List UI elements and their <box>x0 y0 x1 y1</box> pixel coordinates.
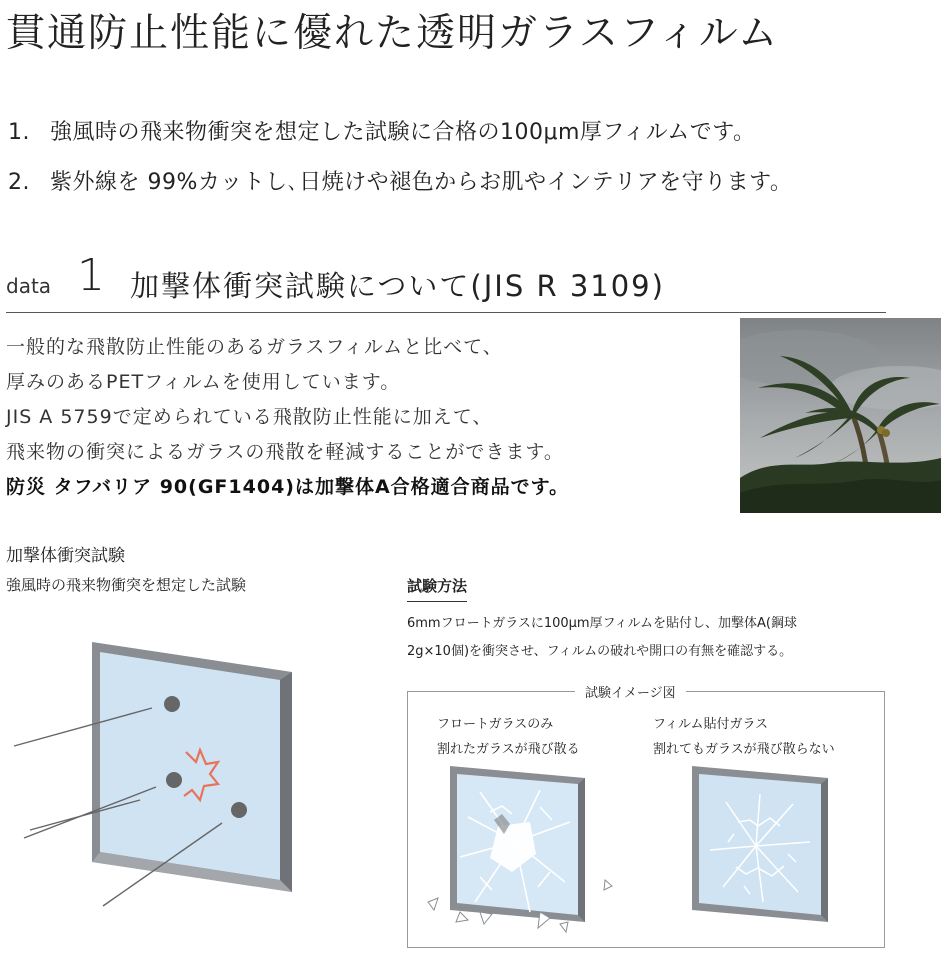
method-line: 2g×10個)を衝突させ、フィルムの破れや開口の有無を確認する。 <box>407 644 793 659</box>
feature-text: 紫外線を 99%カットし､日焼けや褪色からお肌やインテリアを守ります。 <box>50 170 793 195</box>
method-heading: 試験方法 <box>407 575 467 602</box>
left-panel-caption: 割れたガラスが飛び散る <box>437 742 580 757</box>
right-panel-label: フィルム貼付ガラス <box>653 717 769 732</box>
section-data-label: data <box>6 274 52 298</box>
description-line: 一般的な飛散防止性能のあるガラスフィルムと比べて、 <box>6 336 503 358</box>
section-title: 加撃体衝突試験について(JIS R 3109) <box>130 269 665 303</box>
section-number: 1 <box>77 250 105 301</box>
right-panel-caption: 割れてもガラスが飛び散らない <box>653 742 835 757</box>
impact-test-illustration <box>0 630 310 915</box>
storm-palm-photo <box>740 318 941 513</box>
description-line: 飛来物の衝突によるガラスの飛散を軽減することができます。 <box>6 441 564 463</box>
description-highlight: 防災 タフバリア 90(GF1404)は加撃体A合格適合商品です。 <box>6 476 570 498</box>
left-panel-label: フロートガラスのみ <box>437 717 554 732</box>
section-description <box>6 330 569 505</box>
description-line: JIS A 5759で定められている飛散防止性能に加えて、 <box>6 406 493 428</box>
page-title: 貫通防止性能に優れた透明ガラスフィルム <box>6 11 780 56</box>
steel-ball <box>164 696 180 712</box>
description-line: 厚みのあるPETフィルムを使用しています。 <box>6 371 401 393</box>
feature-text: 強風時の飛来物衝突を想定した試験に合格の100μm厚フィルムです。 <box>50 120 756 145</box>
section-heading <box>6 252 886 313</box>
feature-number: 2. <box>8 170 30 195</box>
test-subtitle: 強風時の飛来物衝突を想定した試験 <box>6 576 247 594</box>
shattered-glass-illustration <box>420 762 620 934</box>
steel-ball <box>231 802 247 818</box>
feature-point-1 <box>8 115 756 146</box>
method-line: 6mmフロートガラスに100μm厚フィルムを貼付し、加撃体A(鋼球 <box>407 616 797 631</box>
test-image-box-title: 試験イメージ図 <box>575 682 686 701</box>
test-title: 加撃体衝突試験 <box>6 546 125 566</box>
filmed-glass-illustration <box>688 762 838 932</box>
method-text <box>407 610 797 666</box>
feature-number: 1. <box>8 120 30 145</box>
steel-ball <box>166 772 182 788</box>
feature-point-2 <box>8 165 792 196</box>
